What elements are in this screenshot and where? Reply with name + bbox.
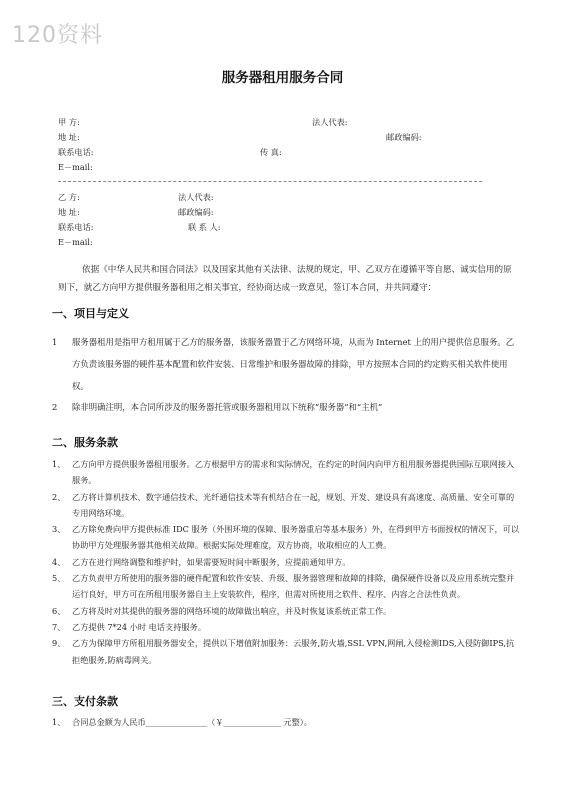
party-b-phone-label: 联系电话: [58,222,94,232]
list-item [52,521,522,554]
party-b-postcode-label: 邮政编码: [178,207,214,217]
section-3-list [52,714,522,730]
document-title: 服务器租用服务合同 [221,70,344,86]
item-number: 2 [52,402,58,412]
list-item [52,554,522,570]
item-number: 1、 [52,459,66,469]
intro-paragraph: 依据《中华人民共和国合同法》以及国家其他有关法律、法规的规定，甲、乙双方在遵循平等自愿、诚实信用的原则下，就乙方向甲方提供服务器租用之相关事宜，经协商达成一致意见，签订本合同，并共同遵守： [58,265,512,293]
item-text: 乙方为保障甲方所租用服务器安全，提供以下增值附加服务：云服务,防火墙,SSL VPN,网闸,入侵检测IDS,入侵防御IPS,抗拒绝服务,防病毒网关。 [72,638,515,665]
item-number: 6、 [52,605,66,616]
party-a-name-label: 甲 方: [58,117,80,127]
item-number: 1 [52,337,58,347]
item-number: 3、 [52,524,66,535]
party-b-email-label: E－mail: [58,237,93,247]
watermark-logo: 120资料 [12,23,103,48]
item-text: 乙方负责甲方所使用的服务器的硬件配置和软件安装、升级、服务器管理和故障的排除，确保硬件设备以及应用系统完整并运行良好，甲方可在所租用服务器自主上安装软件，程序，但需对所使用之软件、程序、内容之合法性负责。 [72,573,515,600]
item-text: 乙方将及时对其提供的服务器的网络环境的故障做出响应，并及时恢复该系统正常工作。 [72,605,392,616]
party-a-fax-label: 传 真: [260,147,282,157]
item-text: 乙方向甲方提供服务器租用服务。乙方根据甲方的需求和实际情况，在约定的时间内向甲方租用服务器提供国际互联网接入服务。 [72,459,515,486]
section-1-item [52,331,522,397]
party-b-contact-label: 联 系 人: [188,222,221,232]
list-item [52,570,522,603]
party-a-email-label: E－mail: [58,162,93,172]
party-a-postcode-label: 邮政编码: [386,132,422,142]
party-a-address-label: 地 址: [58,132,80,142]
party-b-address-label: 地 址: [58,207,80,217]
section-divider [58,181,482,182]
item-text: 合同总金额为人民币_______________（￥______________ 元整）。 [72,717,313,727]
section-2-heading: 二、服务条款 [52,436,118,449]
section-1-item [52,398,522,416]
list-item [52,619,522,635]
list-item [52,489,522,522]
item-number: 1、 [52,717,66,727]
section-2-list [52,456,522,668]
item-text: 服务器租用是指甲方租用属于乙方的服务器，该服务器置于乙方网络环境，从而为 Internet 上的用户提供信息服务。乙方负责该服务器的硬件基本配置和软件安装、日常维护和服务器故障的排除，甲方按照本合同的约定购买相关软件使用权。 [72,337,515,391]
item-text: 乙方在进行网络调整和维护时，如果需要短时间中断服务，应提前通知甲方。 [72,556,351,567]
party-b-rep-label: 法人代表: [178,192,214,202]
item-text: 乙方将计算机技术、数字通信技术、光纤通信技术等有机结合在一起，规划、开发、建设具有高速度、高质量、安全可靠的专用网络环境。 [72,491,515,518]
item-number: 4、 [52,556,66,567]
item-number: 5、 [52,573,66,584]
list-item [52,603,522,619]
party-a-phone-label: 联系电话: [58,147,94,157]
party-a-rep-label: 法人代表: [312,117,348,127]
item-text: 除非明确注明，本合同所涉及的服务器托管或服务器租用以下统称“服务器”和“主机” [72,402,383,412]
item-text: 乙方除免费向甲方提供标准 IDC 服务（外围环境的保障、服务器重启等基本服务）外，在得到甲方书面授权的情况下，可以协助甲方处理服务器其他相关故障。根据实际处理难度，双方协商，收取相应的人工费。 [72,524,520,551]
section-1-heading: 一、项目与定义 [52,307,129,320]
list-item [52,456,522,489]
item-number: 2、 [52,491,66,502]
party-b-name-label: 乙 方: [58,192,80,202]
list-item [52,714,522,730]
item-text: 乙方提供 7*24 小时 电话支持服务。 [72,621,206,632]
item-number: 9、 [52,638,66,649]
item-number: 7、 [52,621,66,632]
section-3-heading: 三、支付条款 [52,695,118,708]
list-item [52,635,522,668]
